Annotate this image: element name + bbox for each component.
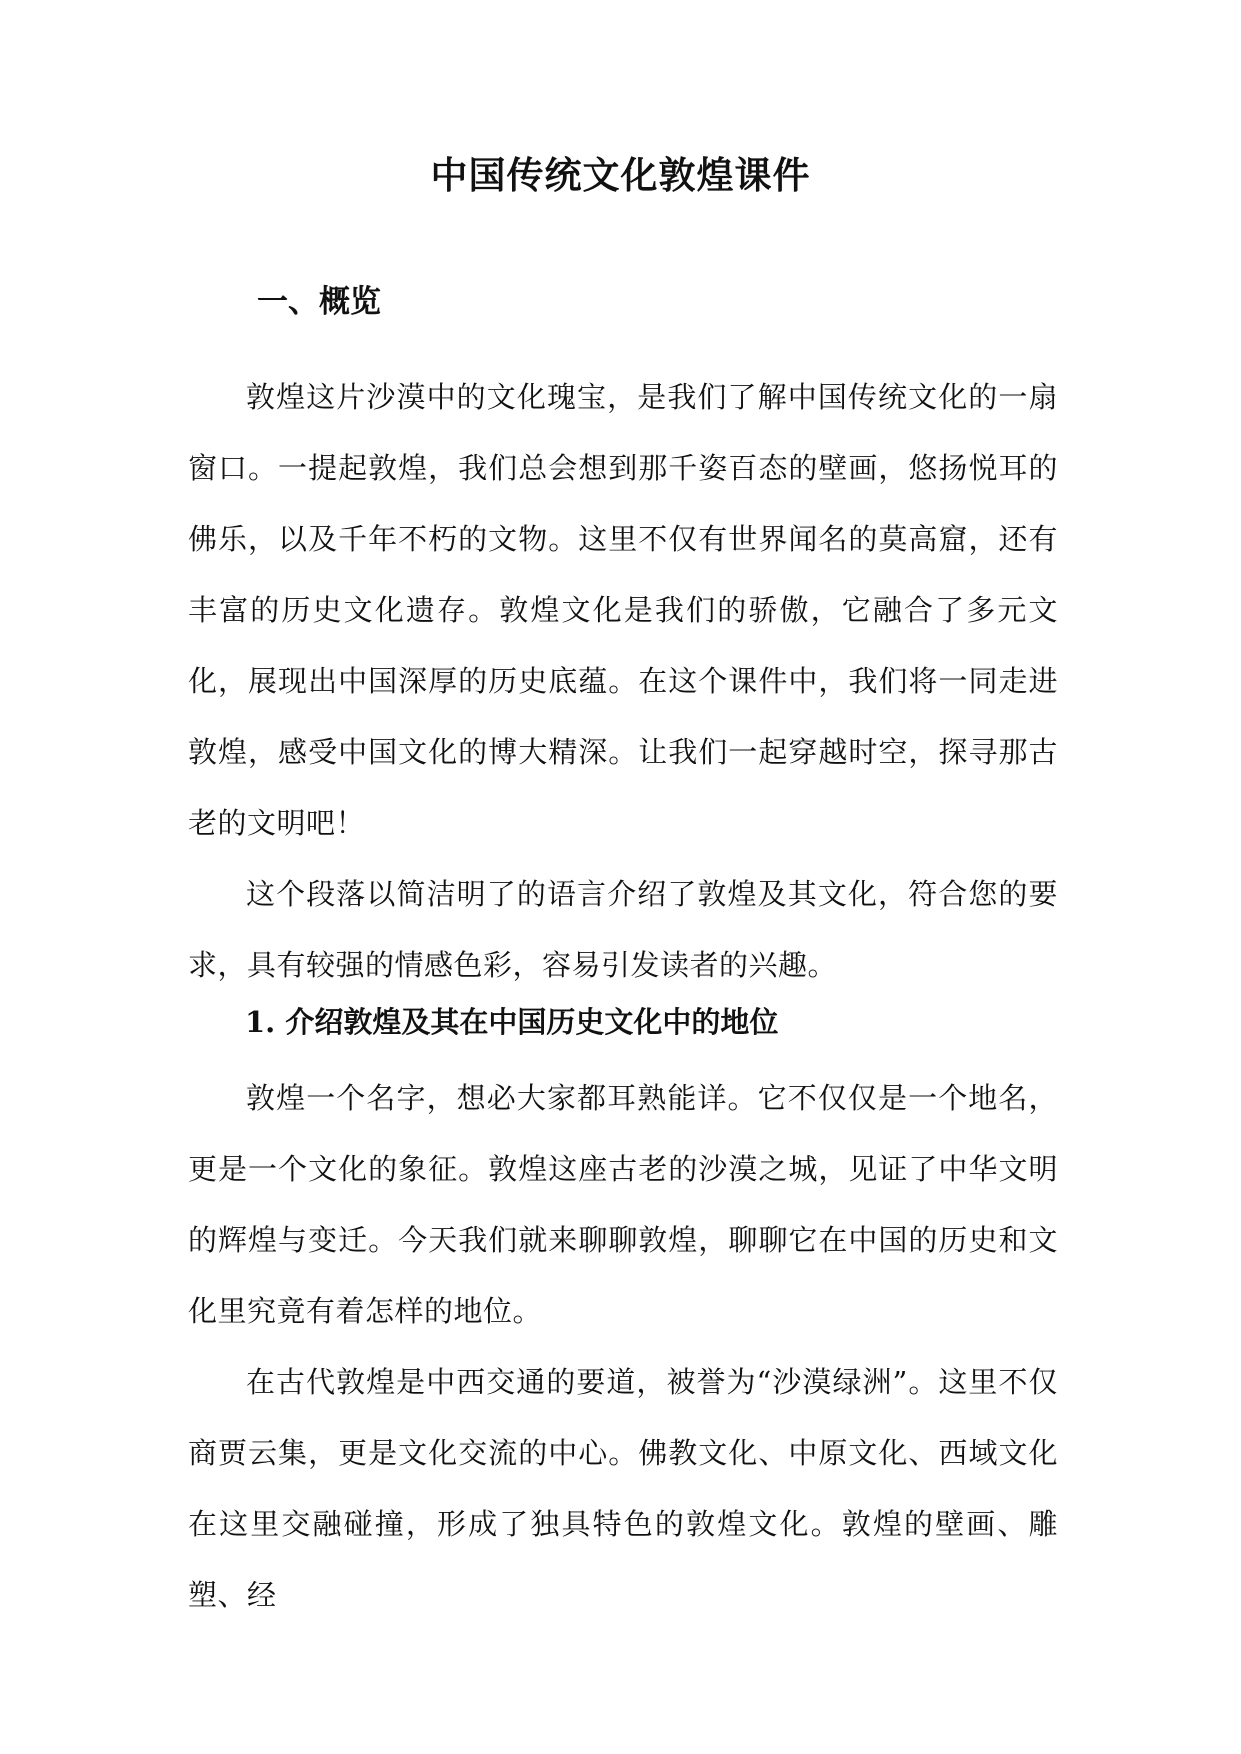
subsection-paragraph: 在古代敦煌是中西交通的要道，被誉为“沙漠绿洲”。这里不仅商贾云集，更是文化交流的中心。佛教文化、中原文化、西域文化在这里交融碰撞，形成了独具特色的敦煌文化。敦煌的壁画、雕塑、经 <box>188 1365 1058 1612</box>
document-title: 中国传统文化敦煌课件 <box>430 153 811 197</box>
overview-paragraph: 敦煌这片沙漠中的文化瑰宝，是我们了解中国传统文化的一扇窗口。一提起敦煌，我们总会想到那千姿百态的壁画，悠扬悦耳的佛乐，以及千年不朽的文物。这里不仅有世界闻名的莫高窟，还有丰富的历史文化遗存。敦煌文化是我们的骄傲，它融合了多元文化，展现出中国深厚的历史底蕴。在这个课件中，我们将一同走进敦煌，感受中国文化的博大精深。让我们一起穿越时空，探寻那古老的文明吧！ <box>188 380 1058 840</box>
subsection-1-body <box>188 1063 1058 1631</box>
subsection-paragraph: 敦煌一个名字，想必大家都耳熟能详。它不仅仅是一个地名，更是一个文化的象征。敦煌这座古老的沙漠之城，见证了中华文明的辉煌与变迁。今天我们就来聊聊敦煌，聊聊它在中国的历史和文化里究竟有着怎样的地位。 <box>188 1081 1058 1328</box>
overview-note-paragraph: 这个段落以简洁明了的语言介绍了敦煌及其文化，符合您的要求，具有较强的情感色彩，容易引发读者的兴趣。 <box>188 877 1058 982</box>
overview-body <box>188 362 1058 1001</box>
subsection-heading-1: 1. 介绍敦煌及其在中国历史文化中的地位 <box>245 1005 779 1039</box>
section-heading-overview: 一、概览 <box>257 284 381 320</box>
